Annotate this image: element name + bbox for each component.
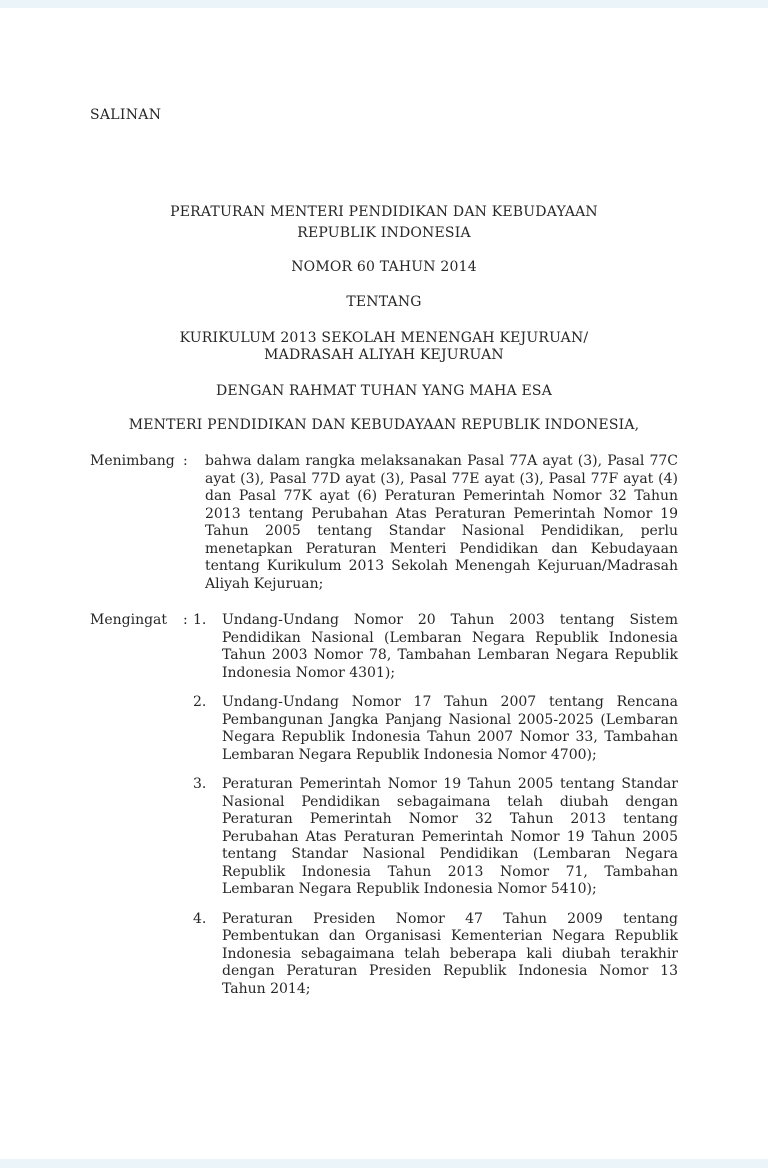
item-number: 2. [193, 694, 207, 710]
document-body [90, 453, 678, 998]
item-text: Peraturan Pemerintah Nomor 19 Tahun 2005 tentang Standar Nasional Pendidikan sebagaimana telah diubah dengan Peraturan Pemerintah Nomor 32 Tahun 2013 tentang Perubahan Atas Peraturan Pemerintah Nomor 19 Tahun 2005 tentang Standar Nasional Pendidikan (Lembaran Negara Republik Indonesia Tahun 2013 Nomor 71, Tambahan Lembaran Negara Republik Indonesia Nomor 5410); [222, 776, 678, 897]
considering-label: Menimbang [90, 453, 175, 469]
subject-line-1: KURIKULUM 2013 SEKOLAH MENENGAH KEJURUAN/ [179, 330, 589, 346]
considering-section [90, 453, 678, 593]
bottom-edge-bar [0, 1159, 768, 1168]
recalling-label: Mengingat [90, 612, 168, 628]
recalling-section [90, 612, 678, 998]
about-label: TENTANG [346, 294, 422, 310]
authority-line: MENTERI PENDIDIKAN DAN KEBUDAYAAN REPUBLIK INDONESIA, [128, 417, 640, 433]
item-text: Undang-Undang Nomor 20 Tahun 2003 tentang Sistem Pendidikan Nasional (Lembaran Negara Republik Indonesia Tahun 2003 Nomor 78, Tambahan Lembaran Negara Republik Indonesia Nomor 4301); [222, 612, 678, 681]
recalling-items [193, 612, 678, 998]
item-number: 3. [193, 776, 207, 792]
top-edge-bar [0, 0, 768, 8]
item-text: Undang-Undang Nomor 17 Tahun 2007 tentang Rencana Pembangunan Jangka Panjang Nasional 2005-2025 (Lembaran Negara Republik Indonesia Tahun 2007 Nomor 33, Tambahan Lembaran Negara Republik Indonesia Nomor 4700); [222, 694, 678, 763]
copy-stamp: SALINAN [90, 107, 162, 123]
considering-paragraph: bahwa dalam rangka melaksanakan Pasal 77A ayat (3), Pasal 77C ayat (3), Pasal 77D ayat (3), Pasal 77E ayat (3), Pasal 77F ayat (4) dan Pasal 77K ayat (6) Peraturan Pemerintah Nomor 32 Tahun 2013 tentang Perubahan Atas Peraturan Pemerintah Nomor 19 Tahun 2005 tentang Standar Nasional Pendidikan, perlu menetapkan Peraturan Menteri Pendidikan dan Kebudayaan tentang Kurikulum 2013 Sekolah Menengah Kejuruan/Madrasah Aliyah Kejuruan; [205, 453, 678, 592]
item-text: Peraturan Presiden Nomor 47 Tahun 2009 tentang Pembentukan dan Organisasi Kementerian Negara Republik Indonesia sebagaimana telah beberapa kali diubah terakhir dengan Peraturan Presiden Republik Indonesia Nomor 13 Tahun 2014; [222, 910, 678, 997]
subject-line-2: MADRASAH ALIYAH KEJURUAN [264, 347, 504, 363]
item-number: 1. [193, 612, 207, 628]
title-line-2: REPUBLIK INDONESIA [297, 225, 471, 241]
legal-reference-item-1 [193, 612, 678, 682]
legal-reference-item-4 [193, 911, 678, 999]
legal-reference-item-3 [193, 776, 678, 899]
legal-reference-item-2 [193, 694, 678, 764]
regulation-number: NOMOR 60 TAHUN 2014 [291, 259, 477, 275]
title-line-1: PERATURAN MENTERI PENDIDIKAN DAN KEBUDAYAAN [170, 204, 598, 220]
invocation-line: DENGAN RAHMAT TUHAN YANG MAHA ESA [215, 383, 553, 399]
considering-colon: : [183, 453, 188, 469]
recalling-colon: : [183, 612, 188, 628]
item-number: 4. [193, 910, 207, 927]
